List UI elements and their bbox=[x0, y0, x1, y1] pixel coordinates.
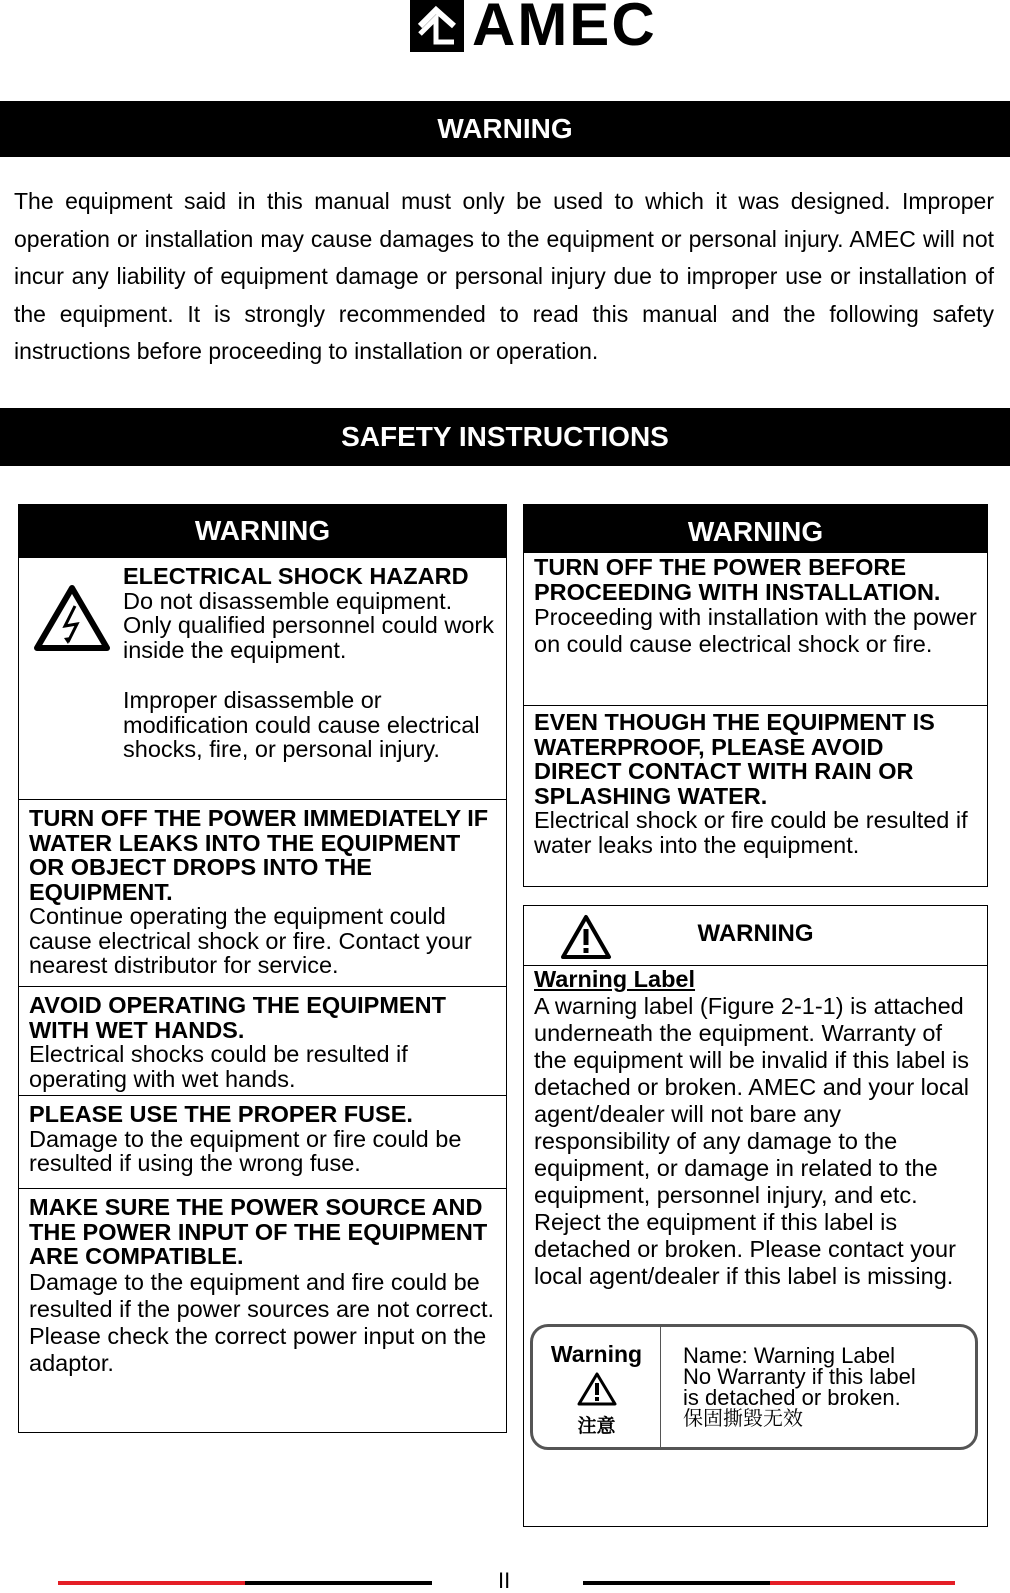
power-off-section bbox=[524, 553, 987, 706]
sticker-chinese-caution: 注意 bbox=[577, 1415, 616, 1437]
footer-line-left-black bbox=[245, 1581, 432, 1585]
amec-logo bbox=[410, 0, 657, 58]
warning-label-sticker bbox=[530, 1324, 978, 1450]
footer-line-right-black bbox=[583, 1581, 770, 1585]
wet-hands-title: AVOID OPERATING THE EQUIPMENT WITH WET HANDS. bbox=[29, 992, 446, 1043]
proper-fuse-text: Damage to the equipment or fire could be resulted if using the wrong fuse. bbox=[29, 1125, 462, 1176]
left-warning-box bbox=[18, 504, 507, 1433]
shock-hazard-text1: Do not disassemble equipment. Only qualified personnel could work inside the equipment. bbox=[123, 587, 494, 663]
footer-line-right-red bbox=[770, 1581, 955, 1585]
wet-hands-section bbox=[19, 986, 506, 1095]
sticker-line2: No Warranty if this label bbox=[683, 1364, 916, 1389]
sticker-right-panel bbox=[683, 1345, 916, 1429]
proper-fuse-title: PLEASE USE THE PROPER FUSE. bbox=[29, 1101, 413, 1127]
sticker-caution-icon bbox=[533, 1372, 660, 1411]
footer-line-left-red bbox=[58, 1581, 245, 1585]
waterproof-section bbox=[524, 705, 987, 886]
sticker-warning-word: Warning bbox=[550, 1341, 643, 1367]
waterproof-title: EVEN THOUGH THE EQUIPMENT IS WATERPROOF, PLEASE AVOID DIRECT CONTACT WITH RAIN OR SPLASHING WATER. bbox=[534, 709, 935, 809]
power-source-text: Damage to the equipment and fire could be resulted if the power sources are not correct. Please check the correct power input on the adaptor. bbox=[29, 1268, 494, 1376]
warning-banner: WARNING bbox=[0, 101, 1010, 157]
power-off-title: TURN OFF THE POWER BEFORE PROCEEDING WITH INSTALLATION. bbox=[534, 554, 941, 605]
warning-label-title: Warning Label bbox=[534, 966, 696, 992]
warning-label-box bbox=[523, 905, 988, 1527]
sticker-name-line: Name: Warning Label bbox=[683, 1343, 895, 1368]
page-number: II bbox=[498, 1568, 511, 1593]
shock-hazard-section bbox=[19, 557, 506, 800]
label-box-header: WARNING bbox=[697, 920, 814, 947]
power-source-section bbox=[19, 1188, 506, 1432]
left-box-header: WARNING bbox=[19, 505, 506, 557]
sticker-chinese-line: 保固撕毀无效 bbox=[683, 1406, 803, 1430]
electric-hazard-icon bbox=[33, 582, 111, 659]
proper-fuse-section bbox=[19, 1095, 506, 1188]
wet-hands-text: Electrical shocks could be resulted if operating with wet hands. bbox=[29, 1041, 408, 1092]
power-off-text: Proceeding with installation with the power on could cause electrical shock or fire. bbox=[534, 604, 977, 657]
warning-label-text: A warning label (Figure 2-1-1) is attached underneath the equipment. Warranty of the equipment will be invalid if this label is detached or broken. AMEC and your local agent/dealer will not bare any responsibility of any damage to the equipment, or damage in related to the equipment, personnel injury, and etc. Reject the equipment if this label is detached or broken. Please contact your local agent/dealer if this label is missing. bbox=[534, 993, 970, 1289]
water-leak-title: TURN OFF THE POWER IMMEDIATELY IF WATER LEAKS INTO THE EQUIPMENT OR OBJECT DROPS INTO THE EQUIPMENT. bbox=[29, 805, 489, 905]
intro-paragraph: The equipment said in this manual must only be used to which it was designed. Improper operation or installation may cause damages to the equipment or personal injury. AMEC will not incur any liability of equipment damage or personal injury due to improper use or installation of the equipment. It is strongly recommended to read this manual and the following safety instructions before proceeding to installation or operation. bbox=[14, 188, 994, 364]
sticker-left-panel bbox=[533, 1327, 661, 1447]
shock-hazard-title: ELECTRICAL SHOCK HAZARD bbox=[123, 563, 469, 589]
shock-hazard-text2: Improper disassemble or modification could cause electrical shocks, fire, or personal injury. bbox=[123, 687, 480, 762]
water-leak-section bbox=[19, 799, 506, 986]
waterproof-text: Electrical shock or fire could be resulted if water leaks into the equipment. bbox=[534, 807, 968, 858]
logo-mark-icon bbox=[410, 0, 464, 52]
right-warning-box bbox=[523, 504, 988, 887]
right-box-header: WARNING bbox=[524, 505, 987, 553]
logo-text: AMEC bbox=[472, 0, 657, 58]
power-source-title: MAKE SURE THE POWER SOURCE AND THE POWER INPUT OF THE EQUIPMENT ARE COMPATIBLE. bbox=[29, 1194, 488, 1269]
water-leak-text: Continue operating the equipment could cause electrical shock or fire. Contact your nearest distributor for service. bbox=[29, 903, 472, 978]
sticker-line3: is detached or broken. bbox=[683, 1385, 901, 1410]
safety-instructions-banner: SAFETY INSTRUCTIONS bbox=[0, 408, 1010, 466]
label-box-header-row bbox=[524, 906, 987, 966]
